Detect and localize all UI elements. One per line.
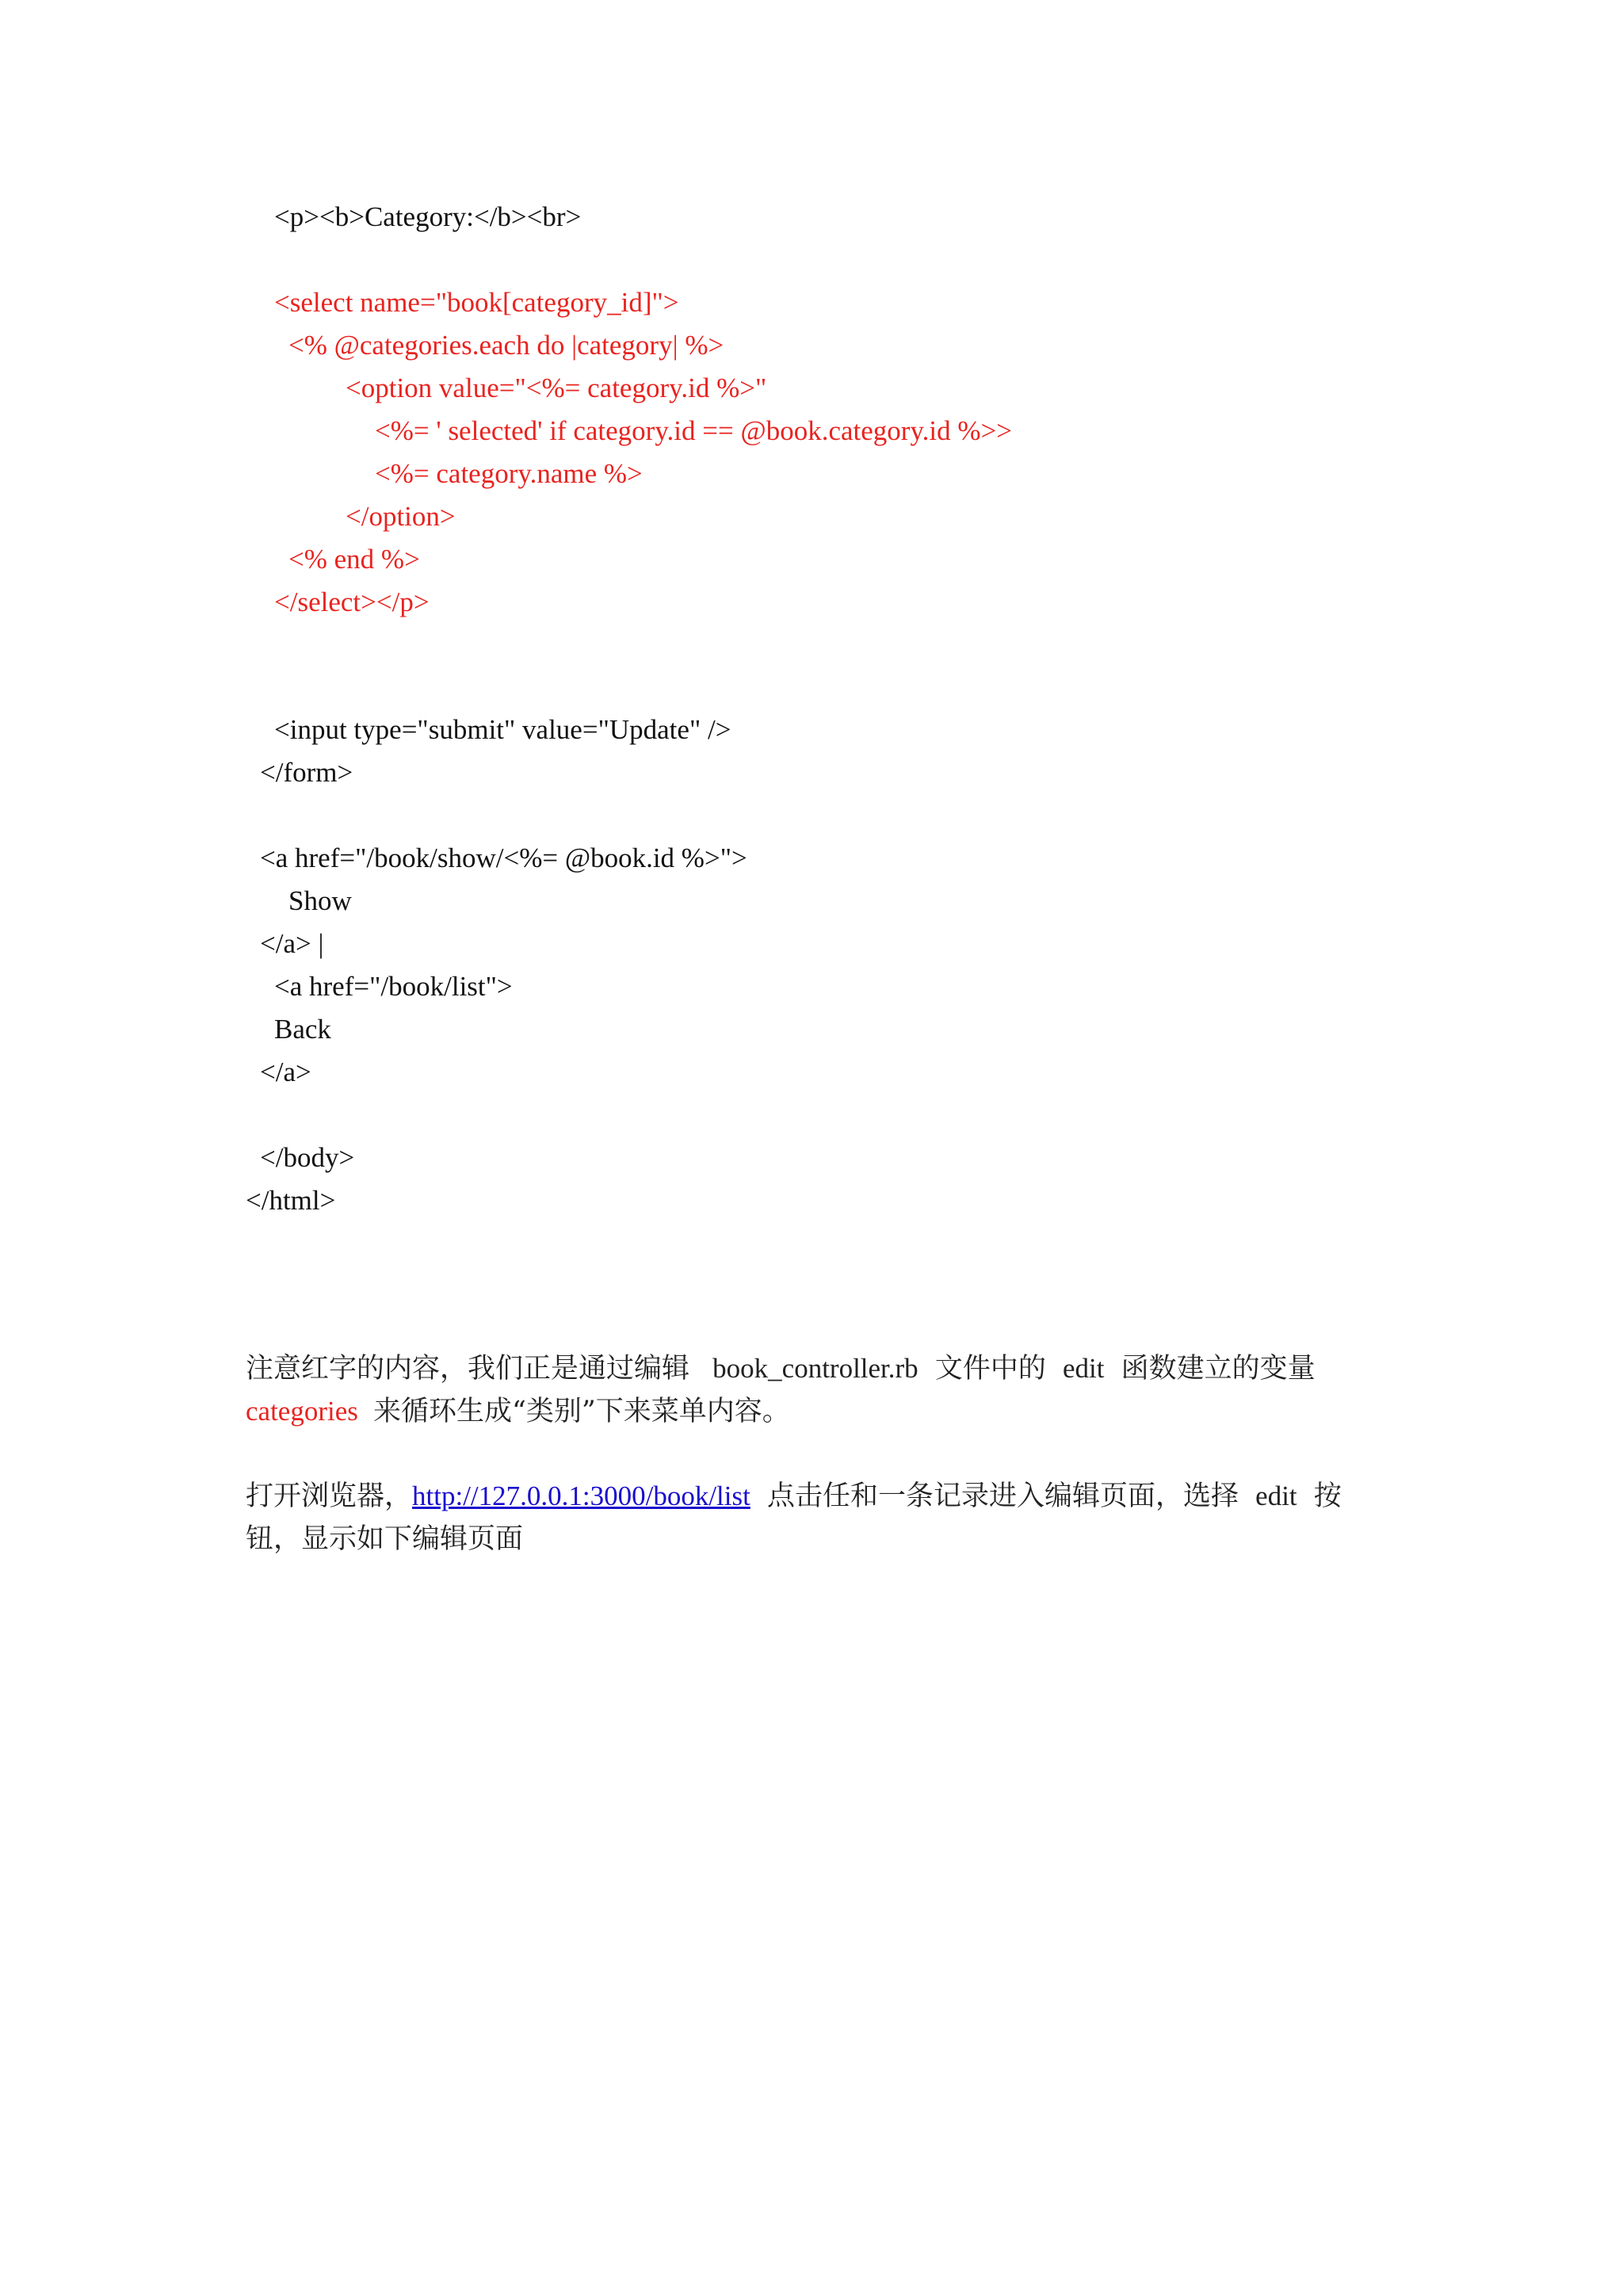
code-line-16: Back	[274, 1014, 331, 1045]
explanation-paragraph	[246, 1347, 1379, 1433]
paragraph1-edit: edit	[1062, 1353, 1105, 1384]
paragraph2-text-b: 点击任和一条记录进入编辑页面，选择	[767, 1480, 1239, 1512]
code-line-11: </form>	[260, 757, 353, 788]
code-line-6: <%= category.name %>	[375, 458, 643, 489]
paragraph1-filename: book_controller.rb	[712, 1353, 918, 1384]
code-line-12: <a href="/book/show/<%= @book.id %>">	[260, 842, 747, 873]
code-line-1: <p><b>Category:</b><br>	[274, 201, 582, 232]
book-list-link[interactable]: http://127.0.0.1:3000/book/list	[412, 1480, 750, 1511]
code-line-17: </a>	[260, 1056, 311, 1087]
code-line-9: </select></p>	[274, 586, 430, 617]
code-line-8: <% end %>	[288, 544, 420, 575]
instruction-paragraph	[246, 1475, 1379, 1561]
code-line-3: <% @categories.each do |category| %>	[288, 330, 724, 361]
paragraph2-text-d: 按钮，显示如下编辑页面	[246, 1480, 1342, 1555]
code-line-10: <input type="submit" value="Update" />	[274, 714, 731, 745]
code-line-15: <a href="/book/list">	[274, 971, 513, 1002]
code-line-13: Show	[288, 885, 352, 916]
code-line-18: </body>	[260, 1142, 355, 1173]
code-line-4: <option value="<%= category.id %>"	[346, 372, 767, 403]
code-line-14: </a> |	[260, 928, 324, 959]
paragraph1-text-f: 来循环生成“类别”下来菜单内容。	[373, 1396, 790, 1427]
paragraph2-text-a: 打开浏览器，	[246, 1480, 413, 1512]
paragraph2-edit: edit	[1255, 1480, 1297, 1511]
code-line-5: <%= ' selected' if category.id == @book.category.id %>>	[375, 415, 1013, 446]
code-line-2: <select name="book[category_id]">	[274, 287, 679, 318]
code-line-19: </html>	[246, 1185, 336, 1216]
code-line-7: </option>	[346, 501, 456, 532]
paragraph1-text-c: 文件中的	[934, 1353, 1046, 1385]
categories-highlight: categories	[246, 1396, 358, 1427]
paragraph1-text-e: 函数建立的变量	[1121, 1353, 1316, 1385]
paragraph1-text-a: 注意红字的内容，我们正是通过编辑	[246, 1353, 690, 1385]
